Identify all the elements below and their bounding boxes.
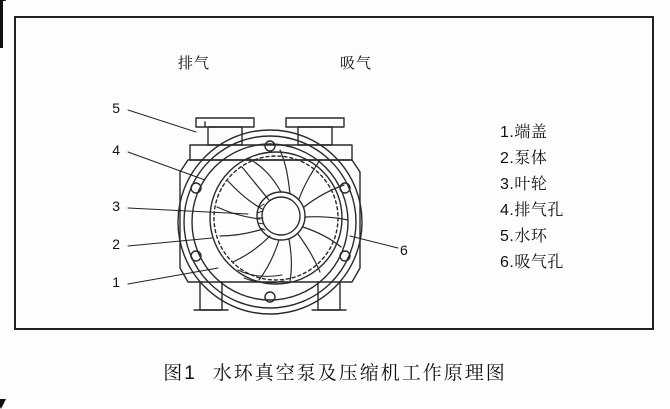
callout-3: 3 [112, 198, 120, 214]
figure-caption-title: 水环真空泵及压缩机工作原理图 [212, 363, 507, 384]
legend-list [500, 120, 564, 276]
figure-caption-number: 图1 [163, 363, 197, 384]
callout-4: 4 [112, 142, 120, 158]
callout-6: 6 [400, 242, 408, 258]
legend-item-2: 2.泵体 [500, 150, 548, 167]
figure-caption [0, 358, 670, 385]
callout-5: 5 [112, 100, 120, 116]
legend-item-4: 4.排气孔 [500, 202, 564, 219]
legend-item-3: 3.叶轮 [500, 176, 548, 193]
callout-2: 2 [112, 236, 120, 252]
exhaust-label: 排气 [178, 55, 211, 72]
legend-item-5: 5.水环 [500, 228, 548, 245]
legend-item-6: 6.吸气孔 [500, 254, 564, 271]
intake-label: 吸气 [340, 55, 373, 72]
callout-1: 1 [112, 274, 120, 290]
legend-item-1: 1.端盖 [500, 124, 548, 141]
